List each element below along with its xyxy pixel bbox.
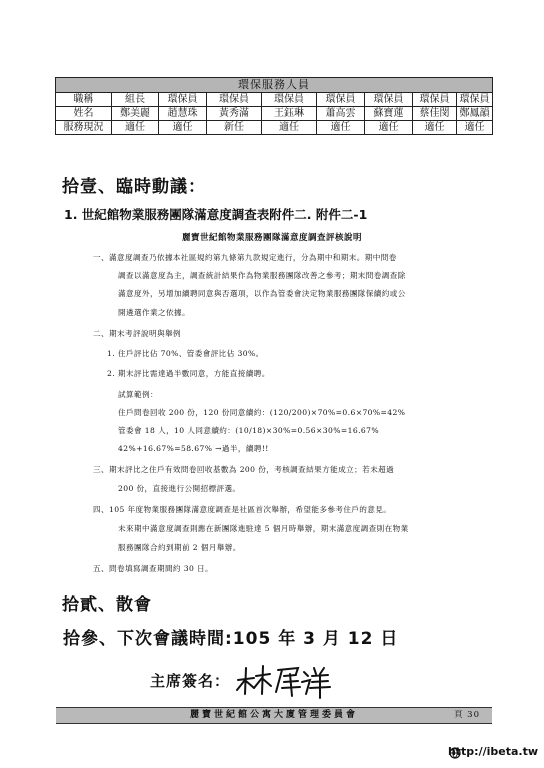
section-heading-extempore-motions: 拾壹、臨時動議： [62, 177, 206, 197]
section-heading-adjournment: 拾貳、散會 [62, 595, 152, 615]
staff-table-title-row [56, 78, 493, 93]
cell: 鄭鳳韻 [457, 107, 493, 121]
text-line: 2. 期末評比需達過半數同意，方能直接續聘。 [107, 369, 270, 378]
text-line: 五、問卷填寫調查期間約 30 日。 [93, 564, 214, 573]
text-line: 未來期中滿意度調查則應在新團隊進駐達 5 個月時舉辦，期末滿意度調查則在物業 [118, 524, 409, 533]
text-line: 調查以滿意度為主，調查統計結果作為物業服務團隊改善之參考；期末問卷調查除 [118, 271, 406, 280]
handwritten-signature [232, 660, 332, 700]
cell: 環保員 [365, 93, 413, 107]
cell: 王鈺琳 [262, 107, 317, 121]
text-line: 一、滿意度調查乃依據本社區規約第九條第九款規定進行，分為期中和期末。期中問卷 [93, 253, 397, 262]
cell: 適任 [317, 121, 365, 135]
agenda-item-1: 1. 世紀館物業服務團隊滿意度調查表附件二. 附件二-1 [64, 207, 368, 222]
text-line: 管委會 18 人，10 人同意續約：(10/18)×30%=0.56×30%=16.67% [118, 426, 379, 435]
text-line: 二、期末考評說明與舉例 [93, 329, 181, 338]
cell: 適任 [262, 121, 317, 135]
survey-doc-title: 麗寶世紀館物業服務團隊滿意度調查評核說明 [181, 233, 362, 243]
cell: 鄭美麗 [112, 107, 159, 121]
text-line: 四、105 年度物業服務團隊滿意度調查是社區首次舉辦，希望能多參考住戶的意見。 [93, 505, 392, 514]
cell: 黃秀滿 [207, 107, 262, 121]
cell: 適任 [159, 121, 207, 135]
staff-row-name [56, 107, 493, 121]
cell: 組長 [112, 93, 159, 107]
cell: 環保員 [413, 93, 457, 107]
staff-table-title: 環保服務人員 [56, 78, 493, 93]
cell: 蔡佳閔 [413, 107, 457, 121]
cell: 環保員 [262, 93, 317, 107]
cell: 蕭高雲 [317, 107, 365, 121]
text-line: 滿意度外，另增加續聘同意與否選項，以作為管委會決定物業服務團隊保續約或公 [118, 289, 406, 298]
cell: 趙慧珠 [159, 107, 207, 121]
text-line: 200 份，直接進行公開招標評選。 [118, 484, 241, 493]
page-number: 頁 30 [453, 710, 480, 720]
cell: 適任 [365, 121, 413, 135]
cell: 適任 [457, 121, 493, 135]
text-line: 開遴選作業之依據。 [118, 308, 190, 317]
text-line: 試算範例： [118, 390, 158, 399]
cell: 服務現況 [56, 121, 112, 135]
cell: 職稱 [56, 93, 112, 107]
footer-bar [56, 707, 492, 724]
cell: 適任 [413, 121, 457, 135]
text-line: 服務團隊合約到期前 2 個月舉辦。 [118, 543, 241, 552]
watermark-url: http://ibeta.tw [447, 745, 538, 758]
text-line: 住戶問卷回收 200 份，120 份同意續約：(120/200)×70%=0.6×70%=42% [118, 408, 406, 417]
cell: 新任 [207, 121, 262, 135]
next-meeting-time: 拾參、下次會議時間:105 年 3 月 12 日 [63, 629, 399, 649]
staff-row-status [56, 121, 493, 135]
text-line: 三、期末評比之住戶有效問卷回收基數為 200 份，考核調查結果方能成立；若未超過 [93, 465, 395, 474]
cell: 蘇寶蓮 [365, 107, 413, 121]
footer-committee-name: 麗寶世紀館公寓大廈管理委員會 [189, 710, 358, 720]
cell: 環保員 [457, 93, 493, 107]
text-line: 1. 住戶評比佔 70%、管委會評比佔 30%。 [107, 349, 264, 358]
text-line: 42%+16.67%=58.67% →過半，續聘!! [118, 444, 269, 453]
staff-row-position [56, 93, 493, 107]
cell: 環保員 [159, 93, 207, 107]
cell: 環保員 [207, 93, 262, 107]
cell: 適任 [112, 121, 159, 135]
staff-table [55, 77, 493, 135]
cell: 姓名 [56, 107, 112, 121]
cell: 環保員 [317, 93, 365, 107]
chair-signature-label: 主席簽名： [150, 672, 231, 690]
